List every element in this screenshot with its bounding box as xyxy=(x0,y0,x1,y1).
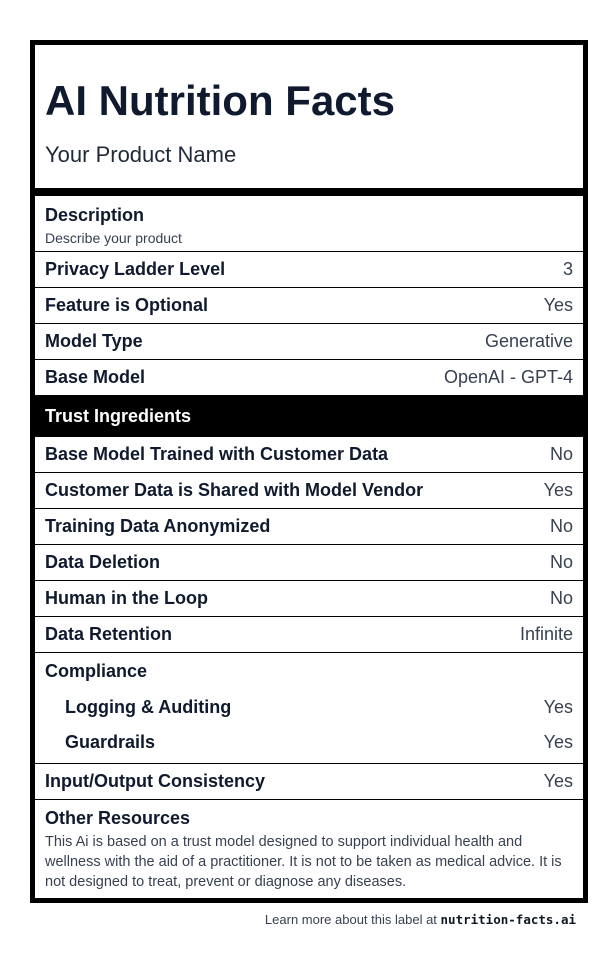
row-value: Generative xyxy=(484,331,573,351)
row-data-shared-with-vendor xyxy=(35,473,583,509)
row-label: Guardrails xyxy=(65,731,156,752)
row-label: Data Retention xyxy=(45,624,173,644)
row-value: Yes xyxy=(543,295,573,315)
row-value: 3 xyxy=(562,259,573,279)
row-trained-with-customer-data xyxy=(35,437,583,473)
row-label: Base Model xyxy=(45,367,146,387)
row-label: Base Model Trained with Customer Data xyxy=(45,444,389,464)
footer-link[interactable]: nutrition-facts.ai xyxy=(440,912,576,927)
row-label: Input/Output Consistency xyxy=(45,771,265,791)
row-data-deletion xyxy=(35,545,583,581)
nutrition-label xyxy=(30,40,588,903)
other-resources-label: Other Resources xyxy=(45,808,191,828)
row-data-retention xyxy=(35,617,583,653)
row-value: No xyxy=(549,552,573,572)
compliance-section xyxy=(35,653,583,764)
row-label: Customer Data is Shared with Model Vendor xyxy=(45,480,424,500)
product-name: Your Product Name xyxy=(45,142,237,167)
row-label: Feature is Optional xyxy=(45,295,209,315)
row-human-in-loop xyxy=(35,581,583,617)
label-header xyxy=(35,45,583,196)
row-io-consistency xyxy=(35,764,583,800)
row-label: Privacy Ladder Level xyxy=(45,259,226,279)
row-value: No xyxy=(549,444,573,464)
other-resources-text: This Ai is based on a trust model designed to support individual health and wellness with the aid of a practitioner. It is not to be taken as medical advice. It is not designed to treat, prevent or diagnose any diseases. xyxy=(45,834,562,890)
description-section xyxy=(35,196,583,252)
footer-note xyxy=(265,912,576,927)
label-title: AI Nutrition Facts xyxy=(45,77,396,124)
row-label: Data Deletion xyxy=(45,552,161,572)
row-training-data-anonymized xyxy=(35,509,583,545)
row-value: No xyxy=(549,516,573,536)
row-guardrails xyxy=(65,729,573,755)
compliance-label: Compliance xyxy=(45,661,148,681)
description-label: Description xyxy=(45,205,145,225)
row-value: Yes xyxy=(543,731,573,752)
footer-prefix: Learn more about this label at xyxy=(264,912,441,927)
row-logging-auditing xyxy=(65,694,573,720)
row-value: No xyxy=(549,588,573,608)
row-model-type xyxy=(35,324,583,360)
row-label: Training Data Anonymized xyxy=(45,516,271,536)
other-resources-section xyxy=(35,800,583,898)
row-value: Infinite xyxy=(519,624,573,644)
description-text: Describe your product xyxy=(45,230,182,246)
row-label: Human in the Loop xyxy=(45,588,208,608)
row-base-model xyxy=(35,360,583,395)
row-label: Logging & Auditing xyxy=(65,696,232,717)
row-value: Yes xyxy=(543,771,573,791)
row-feature-optional xyxy=(35,288,583,324)
row-value: OpenAI - GPT-4 xyxy=(443,367,573,387)
row-value: Yes xyxy=(543,696,573,717)
trust-ingredients-header: Trust Ingredients xyxy=(35,395,583,437)
row-value: Yes xyxy=(543,480,573,500)
row-privacy-ladder xyxy=(35,252,583,288)
row-label: Model Type xyxy=(45,331,143,351)
